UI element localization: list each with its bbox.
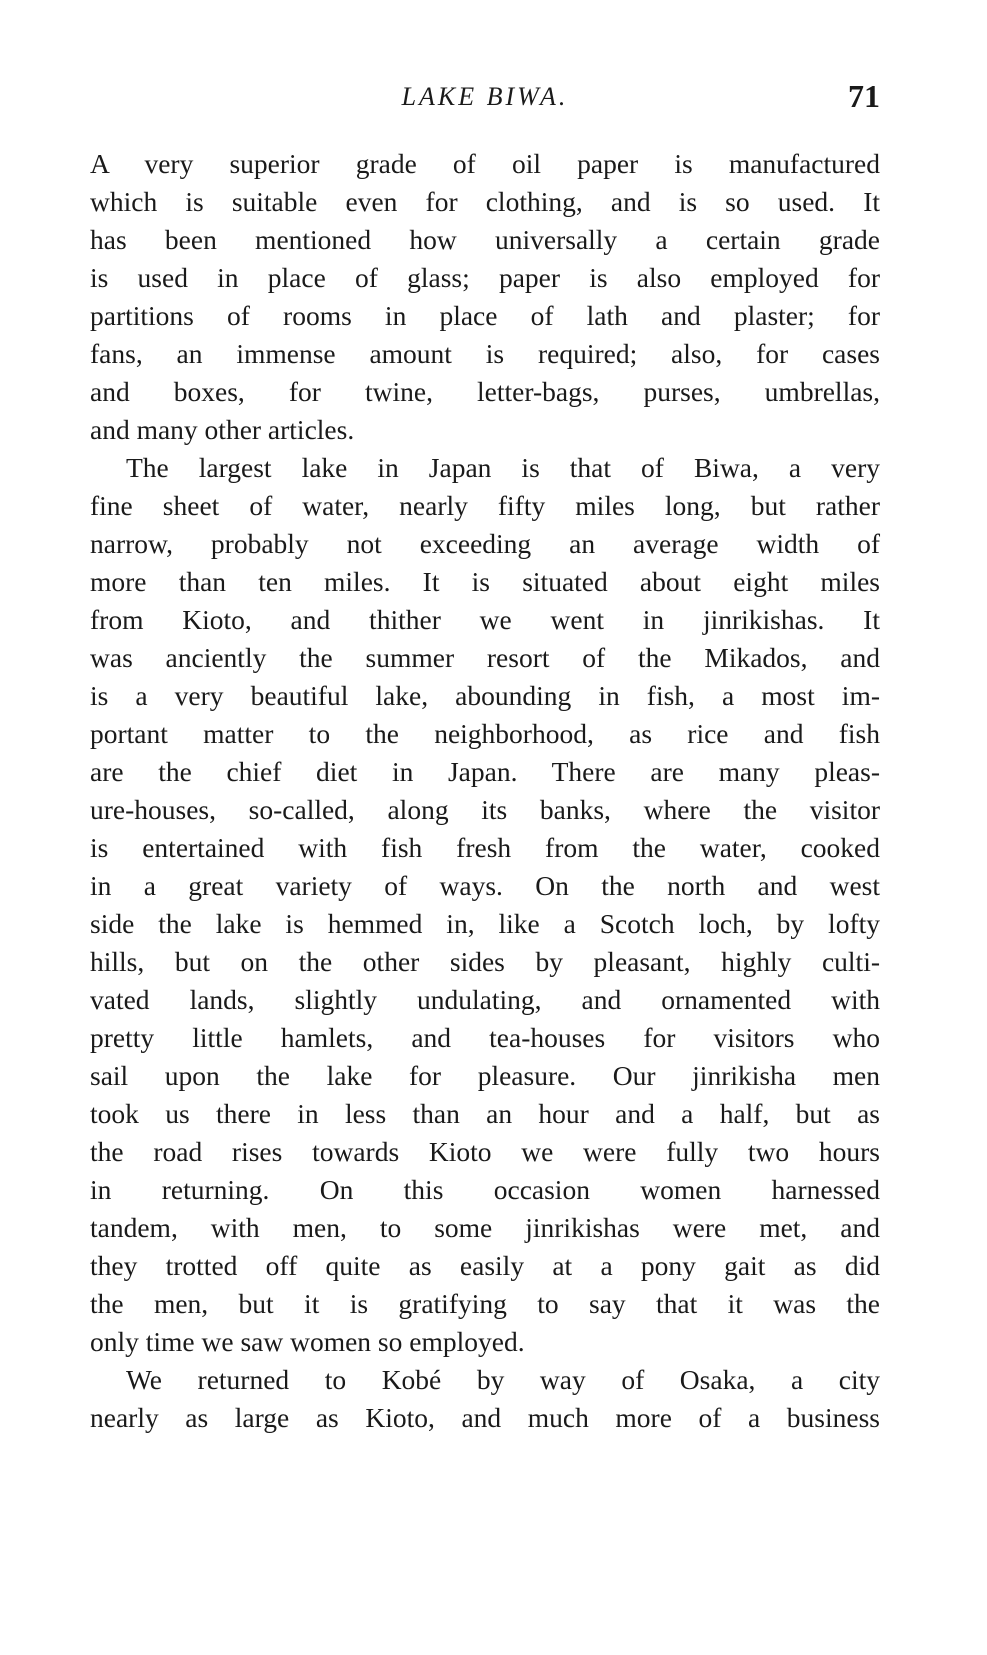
text-line: hills, but on the other sides by pleasant, highly culti- (90, 946, 880, 977)
text-line: The largest lake in Japan is that of Biwa, a very (126, 452, 880, 483)
text-line: We returned to Kobé by way of Osaka, a city (126, 1364, 880, 1395)
text-line: partitions of rooms in place of lath and plaster; for (90, 300, 880, 331)
text-line: which is suitable even for clothing, and is so used. It (90, 186, 880, 217)
text-line: fine sheet of water, nearly fifty miles long, but rather (90, 490, 880, 521)
text-line: and boxes, for twine, letter-bags, purses, umbrellas, (90, 376, 880, 407)
running-title: LAKE BIWA. (401, 82, 569, 111)
text-line: in returning. On this occasion women harnessed (90, 1174, 880, 1205)
text-line: is entertained with fish fresh from the water, cooked (90, 832, 880, 863)
text-line: fans, an immense amount is required; also, for cases (90, 338, 880, 369)
text-line: has been mentioned how universally a certain grade (90, 224, 880, 255)
text-line: tandem, with men, to some jinrikishas were met, and (90, 1212, 880, 1243)
text-line: narrow, probably not exceeding an average width of (90, 528, 880, 559)
text-line: vated lands, slightly undulating, and ornamented with (90, 984, 880, 1015)
text-line: more than ten miles. It is situated about eight miles (90, 566, 880, 597)
text-line: the men, but it is gratifying to say that it was the (90, 1288, 880, 1319)
text-line: they trotted off quite as easily at a pony gait as did (90, 1250, 880, 1281)
text-line: side the lake is hemmed in, like a Scotch loch, by lofty (90, 908, 880, 939)
text-line: is used in place of glass; paper is also employed for (90, 262, 880, 293)
text-line: in a great variety of ways. On the north and west (90, 870, 880, 901)
text-line: portant matter to the neighborhood, as rice and fish (90, 718, 880, 749)
text-line: from Kioto, and thither we went in jinrikishas. It (90, 604, 880, 635)
text-line: sail upon the lake for pleasure. Our jinrikisha men (90, 1060, 880, 1091)
text-line: are the chief diet in Japan. There are many pleas- (90, 756, 880, 787)
text-line: A very superior grade of oil paper is manufactured (90, 148, 880, 179)
running-head (90, 78, 880, 122)
text-line: and many other articles. (90, 414, 355, 445)
text-line: nearly as large as Kioto, and much more of a business (90, 1402, 880, 1433)
text-line: was anciently the summer resort of the Mikados, and (90, 642, 880, 673)
text-line: only time we saw women so employed. (90, 1326, 525, 1357)
text-line: took us there in less than an hour and a half, but as (90, 1098, 880, 1129)
body-text (90, 145, 880, 1437)
page-number: 71 (848, 78, 880, 114)
text-line: is a very beautiful lake, abounding in fish, a most im- (90, 680, 880, 711)
text-line: pretty little hamlets, and tea-houses for visitors who (90, 1022, 880, 1053)
text-line: ure-houses, so-called, along its banks, where the visitor (90, 794, 880, 825)
text-line: the road rises towards Kioto we were fully two hours (90, 1136, 880, 1167)
